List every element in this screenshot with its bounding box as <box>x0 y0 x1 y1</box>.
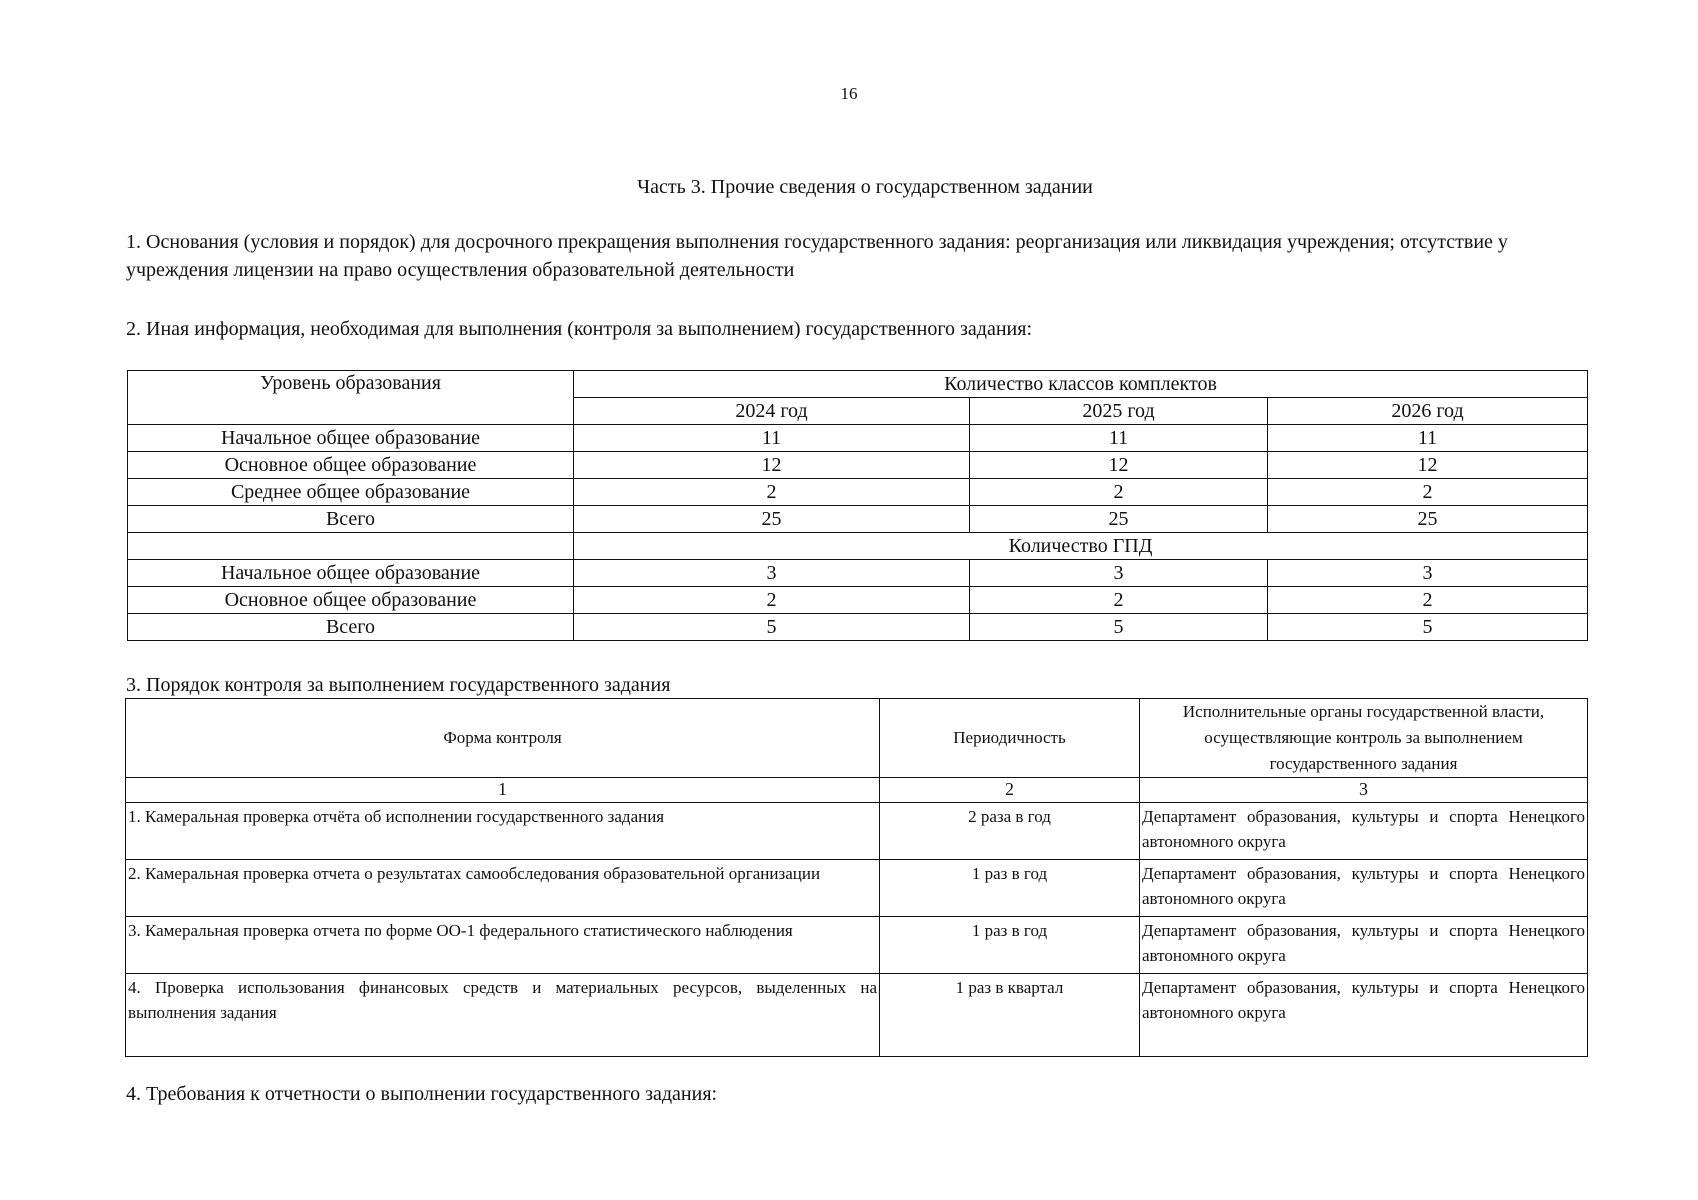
table-row <box>126 974 1588 1057</box>
classes-table <box>127 370 1588 641</box>
header-year-2025: 2025 год <box>970 398 1268 425</box>
header-period: Периодичность <box>880 699 1140 778</box>
control-period: 1 раз в год <box>880 917 1140 974</box>
row-level: Основное общее образование <box>128 587 574 614</box>
cell-value: 3 <box>970 560 1268 587</box>
control-org: Департамент образования, культуры и спорта Ненецкого автономного округа <box>1140 917 1588 974</box>
cell-value: 11 <box>574 425 970 452</box>
control-org: Департамент образования, культуры и спорта Ненецкого автономного округа <box>1140 860 1588 917</box>
control-form: 4. Проверка использования финансовых средств и материальных ресурсов, выделенных на выполнения задания <box>126 974 880 1057</box>
row-level: Начальное общее образование <box>128 560 574 587</box>
cell-value: 25 <box>574 506 970 533</box>
page-number: 16 <box>840 84 858 103</box>
cell-value: 12 <box>574 452 970 479</box>
column-number: 2 <box>880 778 1140 803</box>
header-org: Исполнительные органы государственной власти, осуществляющие контроль за выполнением государственного задания <box>1140 699 1588 778</box>
control-period: 1 раз в квартал <box>880 974 1140 1057</box>
row-level: Основное общее образование <box>128 452 574 479</box>
header-classes: Количество классов комплектов <box>574 371 1588 398</box>
cell-value: 12 <box>970 452 1268 479</box>
cell-value: 25 <box>970 506 1268 533</box>
section-1-text: 1. Основания (условия и порядок) для досрочного прекращения выполнения государственного задания: реорганизация или ликвидация учреждения; отсутствие у учреждения лицензии на право осуществления образовательной деятельности <box>126 231 1508 281</box>
cell-value: 12 <box>1268 452 1588 479</box>
cell-value: 2 <box>970 479 1268 506</box>
row-level: Всего <box>128 614 574 641</box>
empty-cell <box>128 533 574 560</box>
cell-value: 5 <box>970 614 1268 641</box>
cell-value: 2 <box>970 587 1268 614</box>
table-row <box>128 425 1588 452</box>
cell-value: 2 <box>574 587 970 614</box>
control-org: Департамент образования, культуры и спорта Ненецкого автономного округа <box>1140 974 1588 1057</box>
column-number: 1 <box>126 778 880 803</box>
section-4-heading: 4. Требования к отчетности о выполнении государственного задания: <box>126 1083 718 1105</box>
cell-value: 25 <box>1268 506 1588 533</box>
table-row <box>126 803 1588 860</box>
control-form: 2. Камеральная проверка отчета о результатах самообследования образовательной организации <box>126 860 880 917</box>
cell-value: 5 <box>1268 614 1588 641</box>
cell-value: 11 <box>970 425 1268 452</box>
cell-value: 5 <box>574 614 970 641</box>
control-form: 3. Камеральная проверка отчета по форме ОО-1 федерального статистического наблюдения <box>126 917 880 974</box>
table-row <box>128 587 1588 614</box>
section-2-heading: 2. Иная информация, необходимая для выполнения (контроля за выполнением) государственного задания: <box>126 318 1033 340</box>
table-row <box>128 614 1588 641</box>
column-number: 3 <box>1140 778 1588 803</box>
part-title: Часть 3. Прочие сведения о государственном задании <box>637 176 1093 198</box>
cell-value: 2 <box>574 479 970 506</box>
header-gpd: Количество ГПД <box>574 533 1588 560</box>
header-year-2024: 2024 год <box>574 398 970 425</box>
cell-value: 2 <box>1268 587 1588 614</box>
cell-value: 11 <box>1268 425 1588 452</box>
control-form: 1. Камеральная проверка отчёта об исполнении государственного задания <box>126 803 880 860</box>
row-level: Всего <box>128 506 574 533</box>
cell-value: 3 <box>574 560 970 587</box>
control-period: 2 раза в год <box>880 803 1140 860</box>
table-row <box>128 479 1588 506</box>
header-level: Уровень образования <box>128 371 574 425</box>
cell-value: 3 <box>1268 560 1588 587</box>
control-table <box>125 698 1588 1057</box>
table-row <box>128 560 1588 587</box>
table-row <box>126 917 1588 974</box>
header-form: Форма контроля <box>126 699 880 778</box>
header-year-2026: 2026 год <box>1268 398 1588 425</box>
table-row <box>128 506 1588 533</box>
control-org: Департамент образования, культуры и спорта Ненецкого автономного округа <box>1140 803 1588 860</box>
row-level: Среднее общее образование <box>128 479 574 506</box>
section-3-heading: 3. Порядок контроля за выполнением государственного задания <box>126 674 671 696</box>
table-row <box>128 452 1588 479</box>
table-row <box>126 860 1588 917</box>
row-level: Начальное общее образование <box>128 425 574 452</box>
control-period: 1 раз в год <box>880 860 1140 917</box>
cell-value: 2 <box>1268 479 1588 506</box>
